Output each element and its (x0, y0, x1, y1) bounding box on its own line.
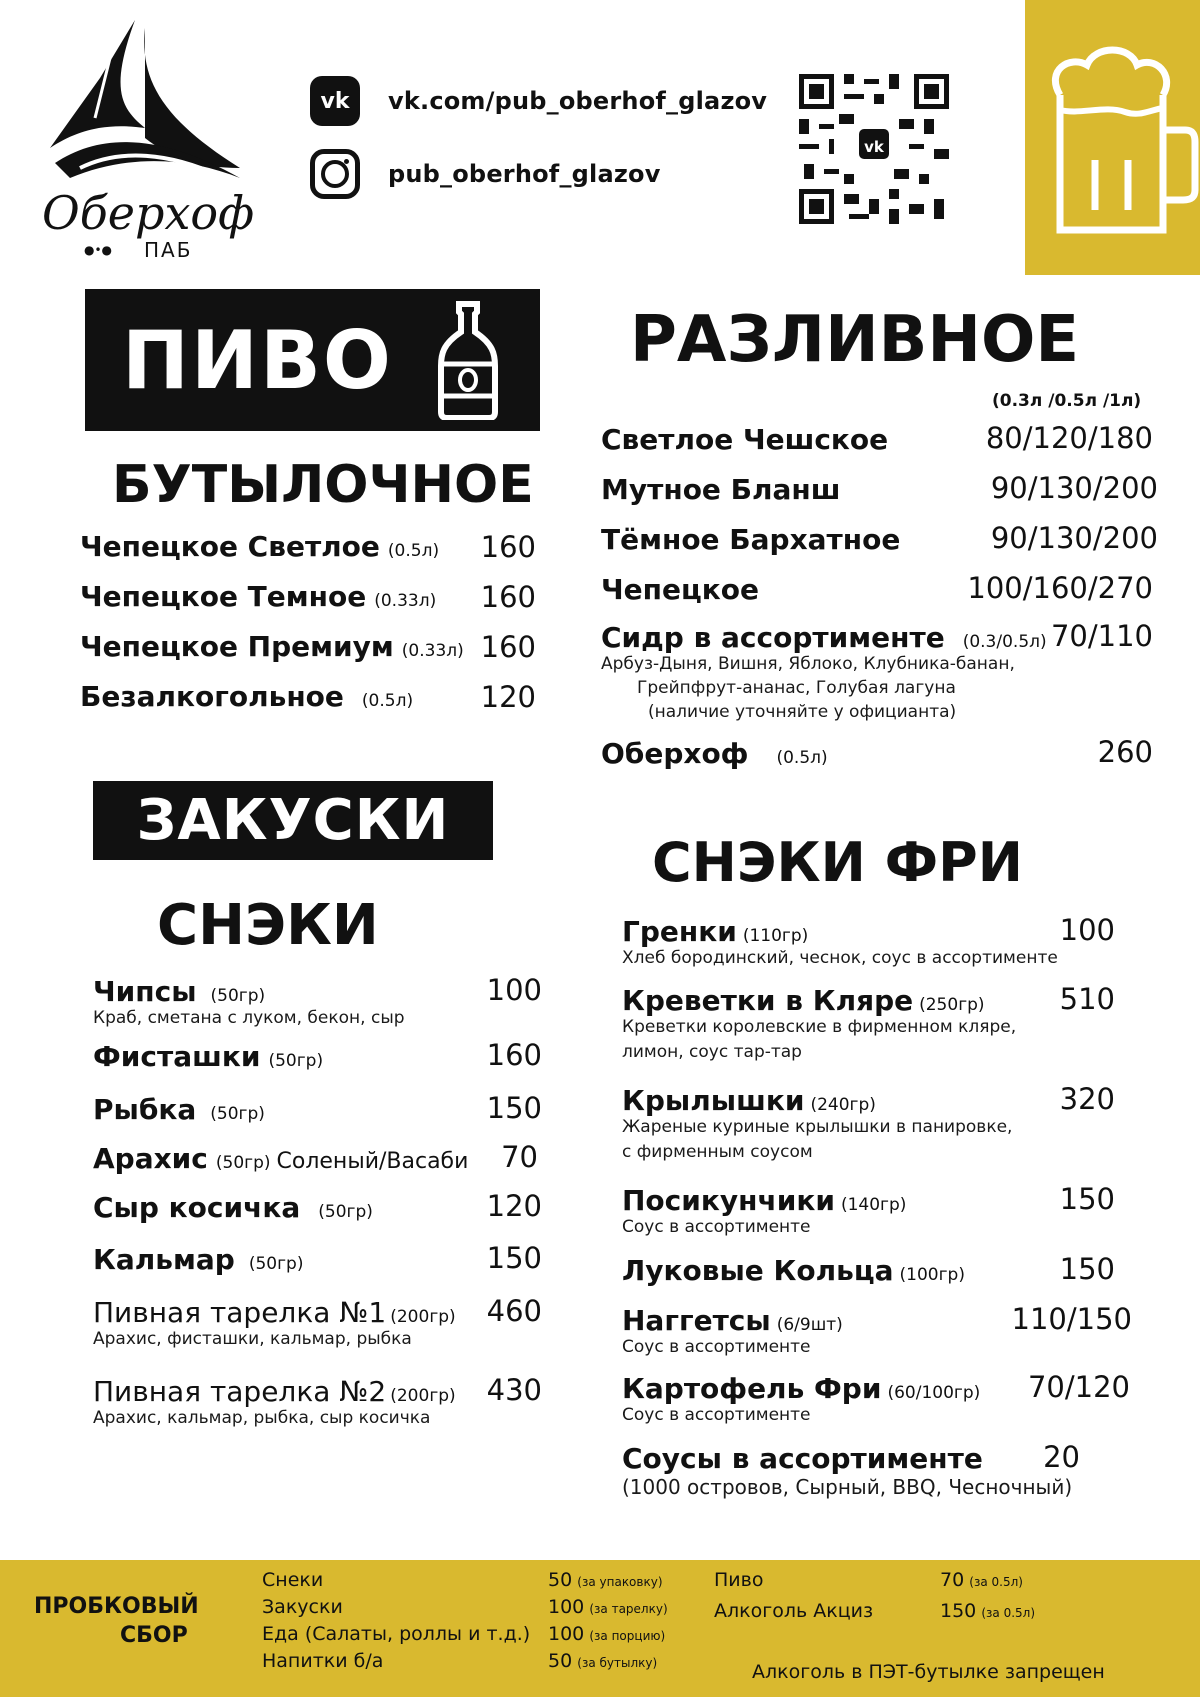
oberhof-price: 260 (1097, 735, 1153, 769)
draft-title: РАЗЛИВНОЕ (630, 303, 1080, 377)
item-desc: (1000 островов, Сырный, BBQ, Чесночный) (622, 1475, 1073, 1499)
item-name: Посикунчики (622, 1184, 835, 1217)
item-name: Соусы в ассортименте (622, 1442, 983, 1475)
list-item (80, 580, 436, 613)
corkage-note: (за тарелку) (589, 1602, 668, 1616)
item-price: 150 (486, 1241, 542, 1275)
item-extra: Соленый/Васаби (276, 1149, 469, 1174)
list-item (622, 1254, 965, 1287)
corkage-item: Пиво (714, 1569, 764, 1591)
item-name: Фисташки (93, 1040, 261, 1073)
corkage-warning: Алкоголь в ПЭТ-бутылке запрещен (752, 1661, 1105, 1683)
item-note: (140гр) (840, 1195, 907, 1215)
cider-note: (0.3/0.5л) (962, 632, 1047, 652)
item-note: (0.33л) (374, 591, 437, 611)
item-desc: Арахис, кальмар, рыбка, сыр косичка (93, 1408, 431, 1428)
item-desc: Арахис, фисташки, кальмар, рыбка (93, 1329, 412, 1349)
list-item (93, 975, 265, 1008)
item-desc: Соус в ассортименте (622, 1337, 811, 1357)
item-price: 460 (486, 1294, 542, 1328)
item-note: (50гр) (210, 1104, 265, 1124)
corkage-value: 150 (940, 1600, 977, 1622)
item-price: 70 (501, 1140, 538, 1174)
item-price: 20 (1043, 1440, 1080, 1474)
corkage-note: (за 0.5л) (969, 1575, 1023, 1589)
item-desc: Креветки королевские в фирменном кляре, (622, 1017, 1017, 1037)
cider-desc: Арбуз-Дыня, Вишня, Яблоко, Клубника-банан, (601, 654, 1015, 674)
corkage-item: Снеки (262, 1569, 324, 1591)
list-item (93, 1296, 456, 1329)
brand-dots-icon: ●•● (84, 243, 113, 257)
item-name: Чепецкое Премиум (80, 630, 394, 663)
list-item (80, 530, 439, 563)
vk-text: vk.com/pub_oberhof_glazov (388, 87, 768, 115)
cider-note-desc: (наличие уточняйте у официанта) (648, 702, 957, 722)
corkage-item: Еда (Салаты, роллы и т.д.) (262, 1623, 531, 1645)
corkage-note: (за 0.5л) (981, 1606, 1036, 1620)
item-desc: Жареные куриные крылышки в панировке, (622, 1117, 1013, 1137)
beer-bottle-icon (433, 300, 503, 420)
item-price: 160 (480, 580, 536, 614)
oberhof-note: (0.5л) (776, 748, 828, 768)
corkage-item: Напитки б/а (262, 1650, 384, 1672)
beer-mug-panel (1025, 0, 1200, 275)
brand-sub: ПАБ (144, 238, 193, 262)
list-item (93, 1191, 373, 1224)
item-note: (50гр) (318, 1202, 373, 1222)
list-item (93, 1040, 323, 1073)
corkage-value: 50 (548, 1569, 573, 1591)
draft-volumes: (0.3л /0.5л /1л) (992, 391, 1142, 411)
draft-item-price: 80/120/180 (985, 421, 1153, 455)
corkage-value-row (548, 1623, 665, 1645)
item-name: Безалкогольное (80, 680, 344, 713)
vk-icon: vk (310, 76, 360, 126)
item-name: Картофель Фри (622, 1372, 882, 1405)
list-item (80, 630, 464, 663)
qr-code-icon[interactable] (799, 74, 949, 224)
corkage-value-row (940, 1600, 1035, 1622)
item-note: (50гр) (215, 1153, 271, 1173)
item-note: (0.5л) (361, 691, 414, 711)
item-note: (0.33л) (401, 641, 464, 661)
item-desc: Хлеб бородинский, чеснок, соус в ассортименте (622, 948, 1058, 968)
item-note: (100гр) (899, 1265, 965, 1285)
item-price: 510 (1059, 982, 1115, 1016)
item-name: Арахис (93, 1142, 208, 1175)
list-item (622, 984, 985, 1017)
item-note: (50гр) (248, 1254, 304, 1274)
instagram-link[interactable] (310, 148, 767, 200)
social-links (310, 75, 767, 221)
item-price: 100 (1059, 913, 1115, 947)
beer-banner (85, 289, 540, 431)
cider-name: Сидр в ассортименте (601, 621, 945, 654)
snacks-banner (93, 781, 493, 860)
draft-item-price: 100/160/270 (967, 571, 1153, 605)
item-desc: Краб, сметана с луком, бекон, сыр (93, 1008, 405, 1028)
corkage-band (0, 1560, 1200, 1697)
item-note: (110гр) (742, 926, 809, 946)
item-price: 320 (1059, 1082, 1115, 1116)
item-note: (50гр) (268, 1051, 324, 1071)
item-price: 160 (486, 1038, 542, 1072)
item-name: Пивная тарелка №1 (93, 1296, 387, 1329)
snacks-banner-title: ЗАКУСКИ (136, 788, 450, 853)
list-item (622, 1304, 843, 1337)
list-item (622, 1184, 906, 1217)
draft-item-name: Светлое Чешское (601, 423, 889, 456)
item-note: (60/100гр) (887, 1383, 981, 1403)
list-item (93, 1093, 265, 1126)
item-note: (200гр) (390, 1386, 456, 1406)
item-name: Чипсы (93, 975, 197, 1008)
corkage-value: 70 (940, 1569, 965, 1591)
beer-mug-icon (1025, 0, 1200, 275)
item-price: 160 (480, 630, 536, 664)
item-name: Чепецкое Светлое (80, 530, 380, 563)
draft-item-name: Тёмное Бархатное (601, 523, 901, 556)
corkage-value: 100 (548, 1623, 585, 1645)
instagram-icon (310, 149, 360, 199)
item-note: (6/9шт) (776, 1315, 843, 1335)
cider-item (601, 621, 1047, 654)
item-note: (200гр) (390, 1307, 456, 1327)
corkage-value-row (548, 1596, 668, 1618)
draft-item-name: Чепецкое (601, 573, 759, 606)
oberhof-item (601, 737, 828, 770)
item-price: 70/120 (1027, 1370, 1130, 1404)
list-item (93, 1142, 468, 1175)
item-price: 150 (1059, 1182, 1115, 1216)
item-price: 160 (480, 530, 536, 564)
list-item (622, 1084, 876, 1117)
corkage-value: 50 (548, 1650, 573, 1672)
item-name: Луковые Кольца (622, 1254, 894, 1287)
item-name: Чепецкое Темное (80, 580, 367, 613)
item-note: (250гр) (919, 995, 985, 1015)
corkage-note: (за порцию) (589, 1629, 666, 1643)
instagram-text: pub_oberhof_glazov (388, 160, 661, 188)
item-name: Креветки в Кляре (622, 984, 914, 1017)
corkage-value-row (548, 1650, 657, 1672)
draft-item-price: 90/130/200 (990, 521, 1158, 555)
list-item (622, 1442, 983, 1475)
vk-link[interactable] (310, 75, 767, 127)
item-note: (240гр) (810, 1095, 876, 1115)
item-desc: лимон, соус тар-тар (622, 1042, 802, 1062)
item-name: Кальмар (93, 1243, 235, 1276)
list-item (93, 1243, 303, 1276)
fries-title: СНЭКИ ФРИ (652, 831, 1023, 894)
oberhof-name: Оберхоф (601, 737, 749, 770)
corkage-note: (за бутылку) (577, 1656, 658, 1670)
corkage-value-row (940, 1569, 1023, 1591)
bottled-title: БУТЫЛОЧНОЕ (112, 455, 534, 515)
list-item (80, 680, 413, 713)
item-price: 120 (486, 1189, 542, 1223)
brand-name: Оберхоф (42, 186, 255, 240)
corkage-title: СБОР (120, 1623, 188, 1648)
corkage-value: 100 (548, 1596, 585, 1618)
list-item (622, 1372, 980, 1405)
item-price: 100 (486, 973, 542, 1007)
draft-item-name: Мутное Бланш (601, 473, 841, 506)
item-name: Крылышки (622, 1084, 805, 1117)
list-item (93, 1375, 456, 1408)
item-name: Пивная тарелка №2 (93, 1375, 387, 1408)
item-desc: Соус в ассортименте (622, 1405, 811, 1425)
item-price: 150 (486, 1091, 542, 1125)
list-item (622, 915, 808, 948)
logo-emblem-icon (40, 18, 250, 188)
item-price: 110/150 (1011, 1302, 1132, 1336)
item-price: 120 (480, 680, 536, 714)
corkage-value-row (548, 1569, 663, 1591)
draft-item-price: 90/130/200 (990, 471, 1158, 505)
item-price: 430 (486, 1373, 542, 1407)
item-name: Сыр косичка (93, 1191, 301, 1224)
svg-text:vk: vk (864, 138, 884, 156)
cider-price: 70/110 (1050, 619, 1153, 653)
corkage-title: ПРОБКОВЫЙ (34, 1594, 199, 1619)
item-desc: с фирменным соусом (622, 1142, 813, 1162)
item-name: Наггетсы (622, 1304, 771, 1337)
logo (40, 18, 255, 263)
cider-desc: Грейпфрут-ананас, Голубая лагуна (637, 678, 956, 698)
corkage-note: (за упаковку) (577, 1575, 663, 1589)
item-desc: Соус в ассортименте (622, 1217, 811, 1237)
item-name: Рыбка (93, 1093, 197, 1126)
snacks-title: СНЭКИ (157, 893, 379, 958)
item-note: (50гр) (210, 986, 266, 1006)
corkage-item: Закуски (262, 1596, 343, 1618)
item-note: (0.5л) (387, 541, 440, 561)
item-price: 150 (1059, 1252, 1115, 1286)
item-name: Гренки (622, 915, 737, 948)
beer-title: ПИВО (122, 313, 393, 407)
corkage-item: Алкоголь Акциз (714, 1600, 874, 1622)
